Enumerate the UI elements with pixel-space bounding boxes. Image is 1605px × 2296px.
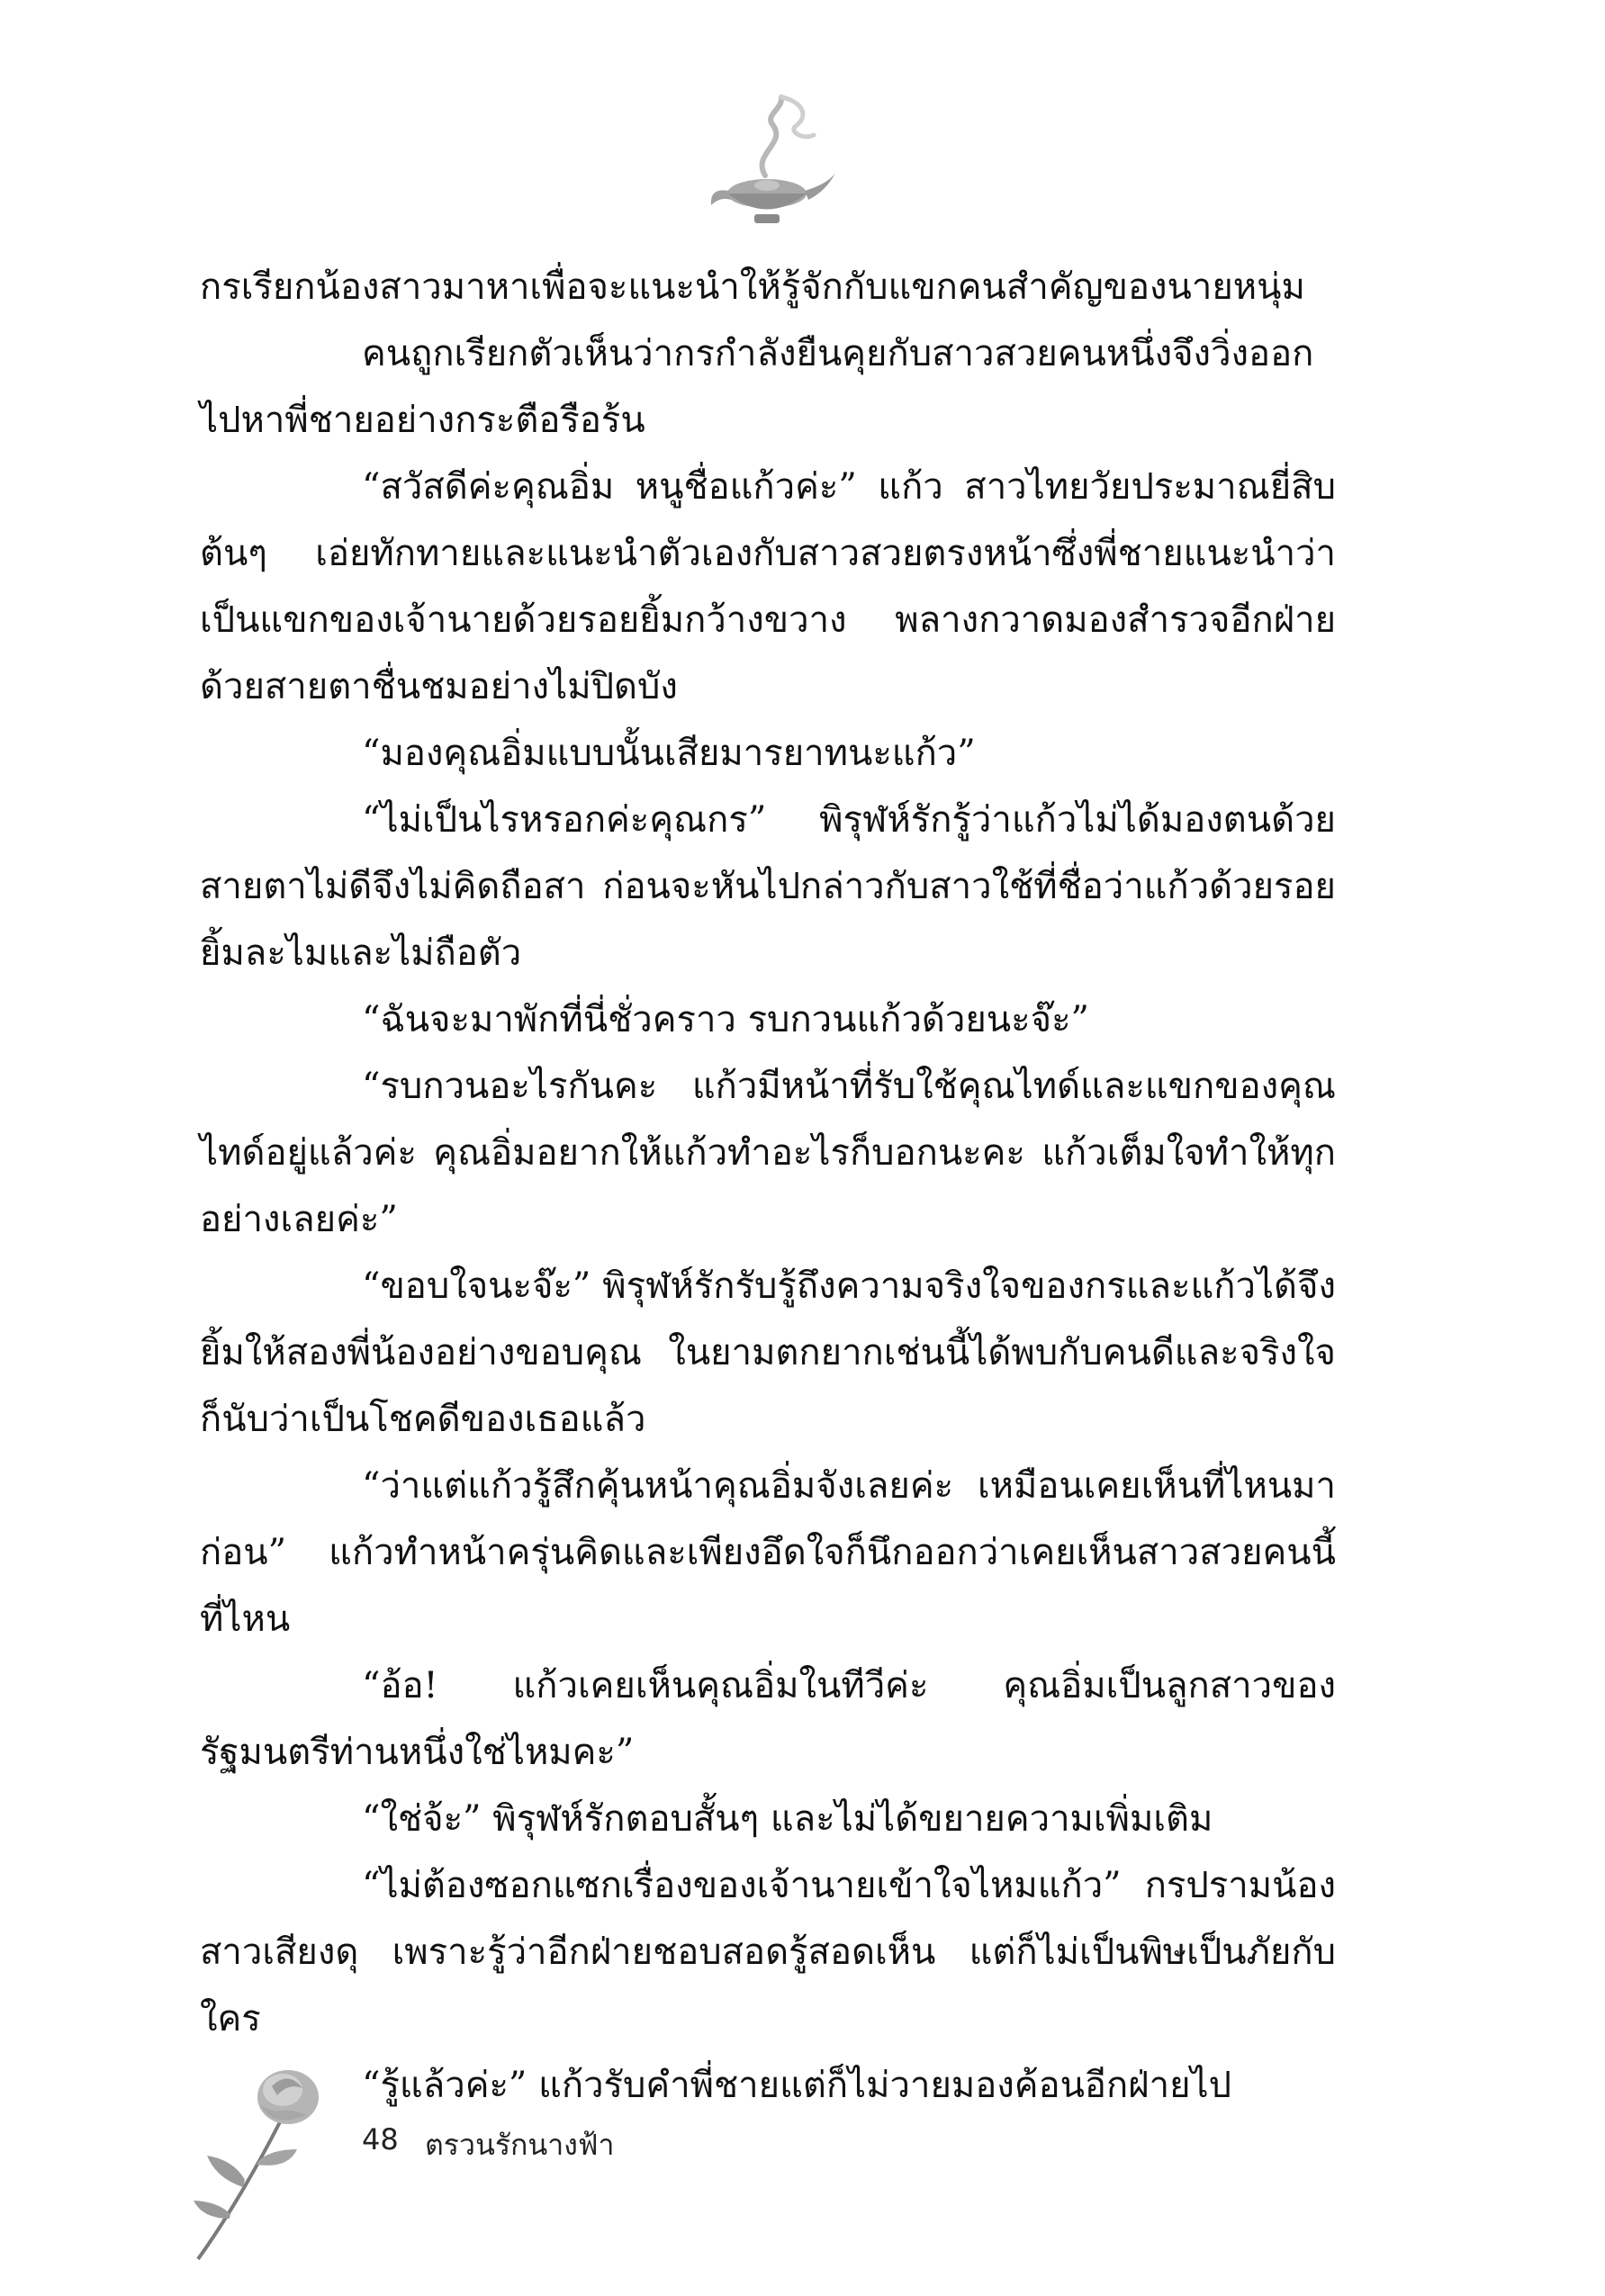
page-footer <box>189 2043 819 2277</box>
page-number: 48 <box>362 2122 399 2156</box>
paragraph: “ฉันจะมาพักที่นี่ชั่วคราว รบกวนแก้วด้วยนะจ๊ะ” <box>362 999 1090 1040</box>
paragraph: “ไม่ต้องซอกแซกเรื่องของเจ้านายเข้าใจไหมแก้ว” กรปรามน้องสาวเสียงดุ เพราะรู้ว่าอีกฝ่ายชอบสอดรู้สอดเห็น แต่ก็ไม่เป็นพิษเป็นภัยกับใคร <box>200 1865 1336 2039</box>
paragraph: “ไม่เป็นไรหรอกค่ะคุณกร” พิรุฬห์รักรู้ว่าแก้วไม่ได้มองตนด้วยสายตาไม่ดีจึงไม่คิดถือสา ก่อนจะหันไปกล่าวกับสาวใช้ที่ชื่อว่าแก้วด้วยรอยยิ้มละไมและไม่ถือตัว <box>200 799 1336 974</box>
paragraph: “รู้แล้วค่ะ” แก้วรับคำพี่ชายแต่ก็ไม่วายมองค้อนอีกฝ่ายไป <box>362 2065 1232 2106</box>
magic-lamp-icon <box>702 90 837 234</box>
paragraph: “มองคุณอิ่มแบบนั้นเสียมารยาทนะแก้ว” <box>362 733 976 774</box>
paragraph: “อ้อ! แก้วเคยเห็นคุณอิ่มในทีวีค่ะ คุณอิ่มเป็นลูกสาวของรัฐมนตรีท่านหนึ่งใช่ไหมคะ” <box>200 1665 1336 1773</box>
paragraph: “ว่าแต่แก้วรู้สึกคุ้นหน้าคุณอิ่มจังเลยค่ะ เหมือนเคยเห็นที่ไหนมาก่อน” แก้วทำหน้าครุ่นคิดและเพียงอึดใจก็นึกออกว่าเคยเห็นสาวสวยคนนี้ที่ไหน <box>200 1465 1336 1640</box>
paragraph: คนถูกเรียกตัวเห็นว่ากรกำลังยืนคุยกับสาวสวยคนหนึ่งจึงวิ่งออกไปหาพี่ชายอย่างกระตือรือร้น <box>200 333 1314 441</box>
paragraph: “รบกวนอะไรกันคะ แก้วมีหน้าที่รับใช้คุณไทด์และแขกของคุณไทด์อยู่แล้วค่ะ คุณอิ่มอยากให้แก้วทำอะไรก็บอกนะคะ แก้วเต็มใจทำให้ทุกอย่างเลยค่ะ” <box>200 1066 1336 1240</box>
paragraph: “สวัสดีค่ะคุณอิ่ม หนูชื่อแก้วค่ะ” แก้ว สาวไทยวัยประมาณยี่สิบต้นๆ เอ่ยทักทายและแนะนำตัวเองกับสาวสวยตรงหน้าซึ่งพี่ชายแนะนำว่าเป็นแขกของเจ้านายด้วยรอยยิ้มกว้างขวาง พลางกวาดมองสำรวจอีกฝ่ายด้วยสายตาชื่นชมอย่างไม่ปิดบัง <box>200 466 1336 707</box>
paragraph: “ขอบใจนะจ๊ะ” พิรุฬห์รักรับรู้ถึงความจริงใจของกรและแก้วได้จึงยิ้มให้สองพี่น้องอย่างขอบคุณ ในยามตกยากเช่นนี้ได้พบกับคนดีและจริงใจก็นับว่าเป็นโชคดีของเธอแล้ว <box>200 1265 1336 1440</box>
paragraph: กรเรียกน้องสาวมาหาเพื่อจะแนะนำให้รู้จักกับแขกคนสำคัญของนายหนุ่ม <box>200 266 1305 308</box>
body-text <box>200 254 1336 2119</box>
paragraph: “ใช่จ้ะ” พิรุฬห์รักตอบสั้นๆ และไม่ได้ขยายความเพิ่มเติม <box>362 1798 1213 1840</box>
book-title: ตรวนรักนางฟ้า <box>425 2128 615 2162</box>
rose-icon <box>189 2043 360 2268</box>
